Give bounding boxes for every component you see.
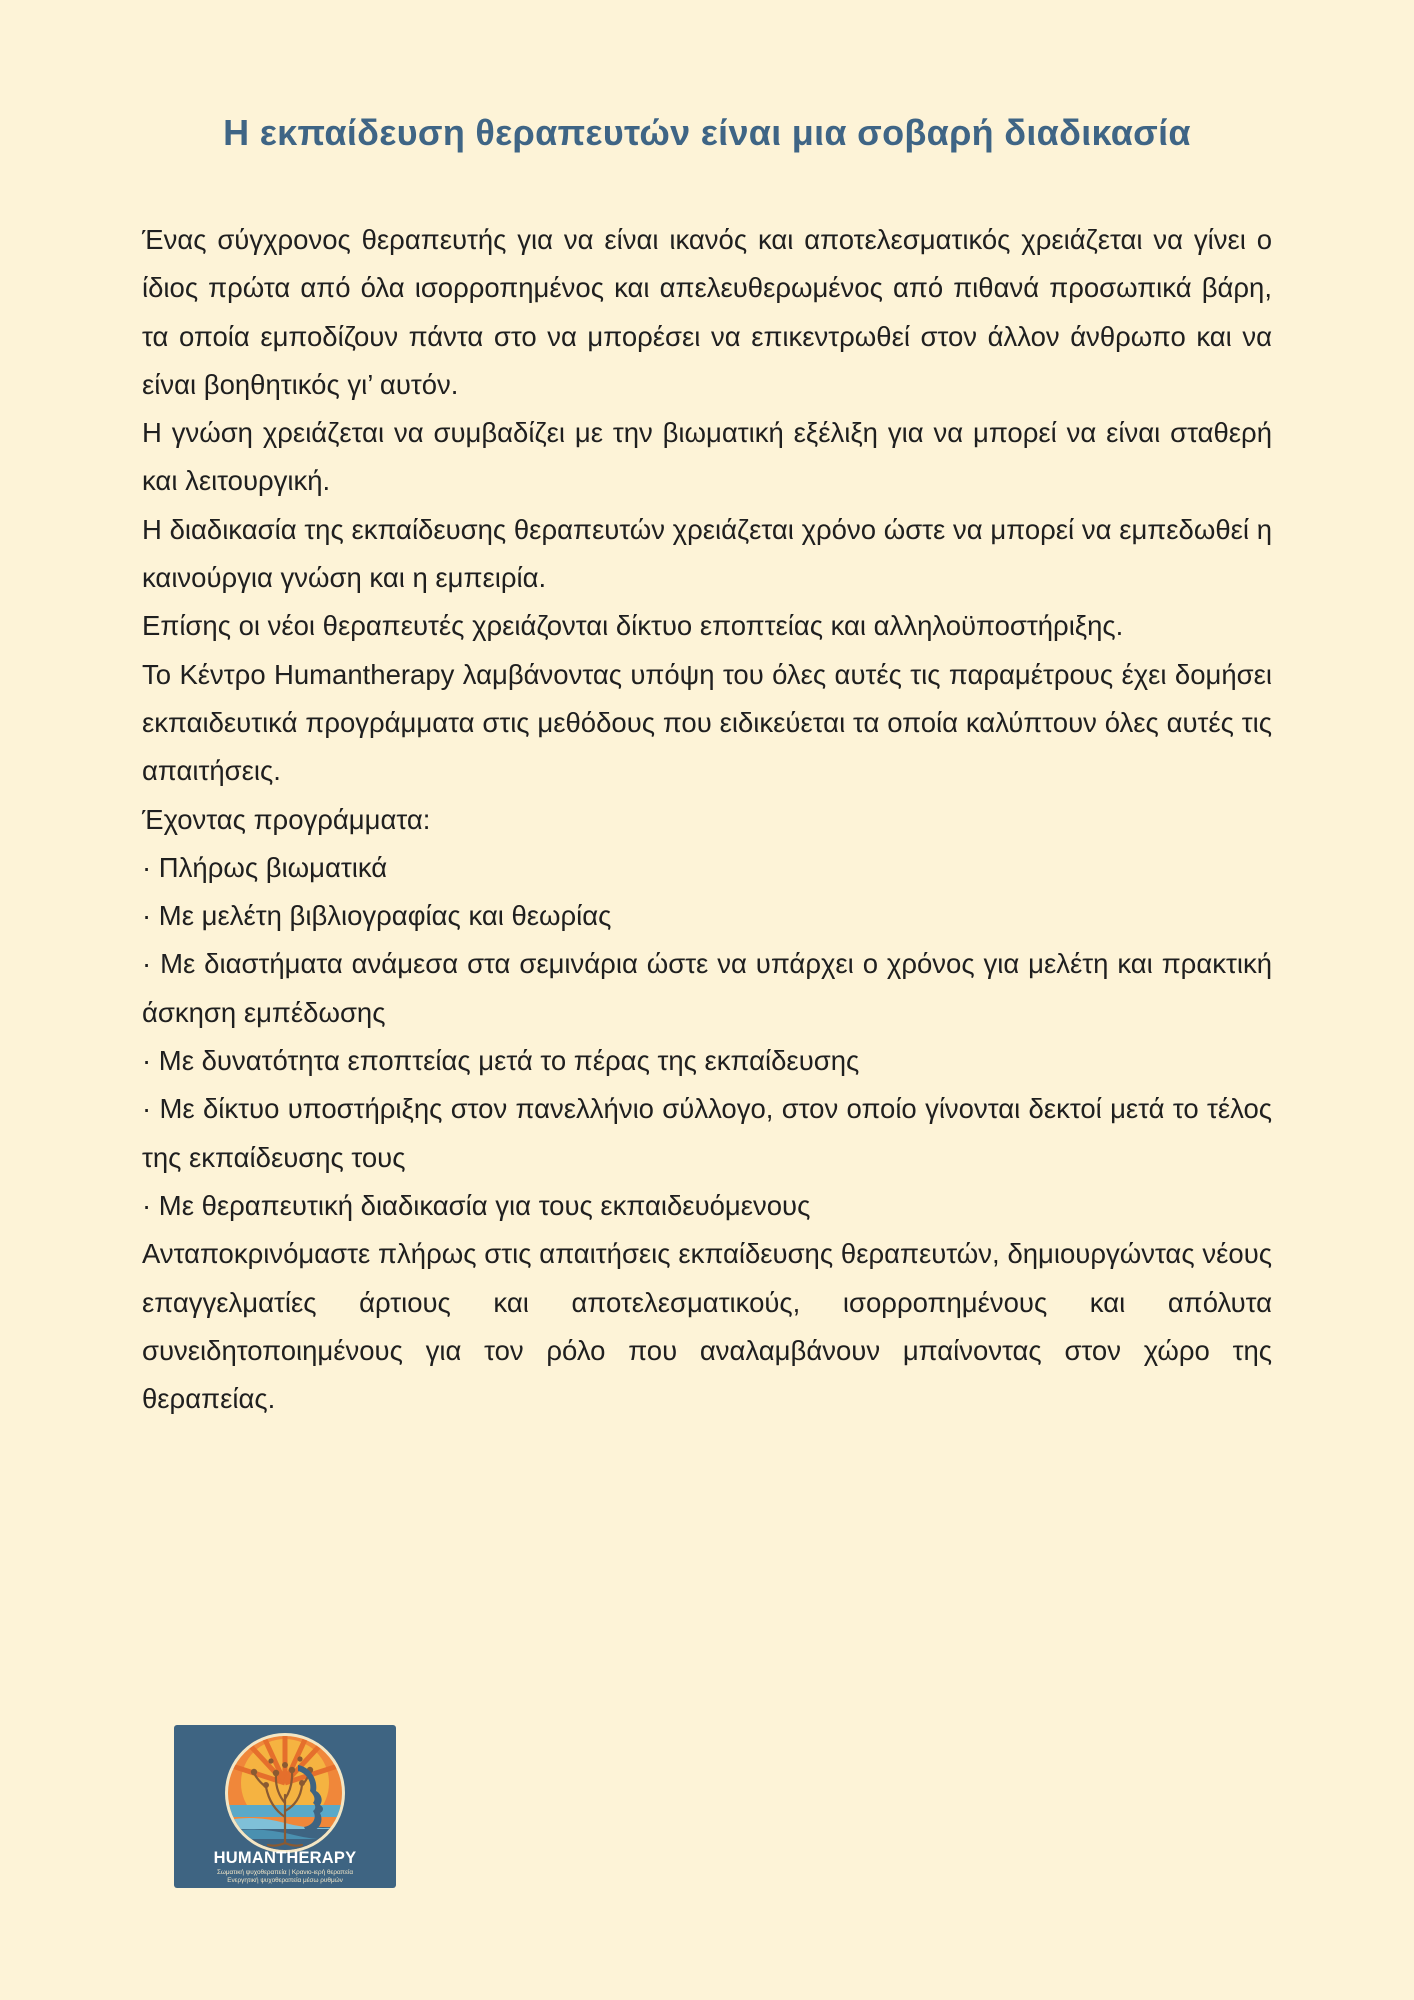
- programs-intro: Έχοντας προγράμματα:: [142, 803, 431, 835]
- logo-name: HUMANTHERAPY: [213, 1849, 357, 1867]
- humantherapy-logo: [174, 1725, 396, 1888]
- paragraph-conclusion: Ανταποκρινόμαστε πλήρως στις απαιτήσεις εκπαίδευσης θεραπευτών, δημιουργώντας νέους επαγγελματίες άρτιους και αποτελεσματικούς, ισορροπημένους και απόλυτα συνειδητοποιημένους για τον ρόλο που αναλαμβάνουν μπαίνοντας στον χώρο της θεραπείας.: [142, 1238, 1272, 1415]
- logo-tagline: Ενεργητική ψυχοθεραπεία μέσω ρυθμών: [227, 1877, 343, 1884]
- bullet-item: · Με δίκτυο υποστήριξης στον πανελλήνιο σύλλογο, στον οποίο γίνονται δεκτοί μετά το τέλος της εκπαίδευσης τους: [142, 1093, 1272, 1173]
- paragraph-knowledge: Η γνώση χρειάζεται να συμβαδίζει με την βιωματική εξέλιξη για να μπορεί να είναι σταθερή και λειτουργική.: [142, 417, 1272, 497]
- logo-tagline: Σωματική ψυχοθεραπεία | Κρανιο-ιερή θεραπεία: [216, 1869, 354, 1876]
- document-body: [142, 216, 1272, 1423]
- paragraph-supervision: Επίσης οι νέοι θεραπευτές χρειάζονται δίκτυο εποπτείας και αλληλοϋποστήριξης.: [142, 610, 1124, 642]
- bullet-item: · Πλήρως βιωματικά: [142, 851, 388, 883]
- bullet-item: · Με δυνατότητα εποπτείας μετά το πέρας της εκπαίδευσης: [142, 1045, 860, 1077]
- bullet-item: · Με μελέτη βιβλιογραφίας και θεωρίας: [142, 900, 612, 932]
- bullet-item: · Με διαστήματα ανάμεσα στα σεμινάρια ώστε να υπάρχει ο χρόνος για μελέτη και πρακτική άσκηση εμπέδωσης: [142, 948, 1272, 1028]
- page-title: Η εκπαίδευση θεραπευτών είναι μια σοβαρή διαδικασία: [223, 112, 1191, 153]
- paragraph-intro: Ένας σύγχρονος θεραπευτής για να είναι ικανός και αποτελεσματικός χρειάζεται να γίνει ο ίδιος πρώτα από όλα ισορροπημένος και απελευθερωμένος από πιθανά προσωπικά βάρη, τα οποία εμποδίζουν πάντα στο να μπορέσει να επικεντρωθεί στον άλλον άνθρωπο και να είναι βοηθητικός γι’ αυτόν.: [142, 224, 1272, 400]
- bullet-item: · Με θεραπευτική διαδικασία για τους εκπαιδευόμενους: [142, 1189, 811, 1221]
- paragraph-process: Η διαδικασία της εκπαίδευσης θεραπευτών χρειάζεται χρόνο ώστε να μπορεί να εμπεδωθεί η καινούργια γνώση και η εμπειρία.: [142, 513, 1272, 594]
- paragraph-center: Το Κέντρο Humantherapy λαμβάνοντας υπόψη του όλες αυτές τις παραμέτρους έχει δομήσει εκπαιδευτικά προγράμματα στις μεθόδους που ειδικεύεται τα οποία καλύπτουν όλες αυτές τις απαιτήσεις.: [142, 658, 1272, 787]
